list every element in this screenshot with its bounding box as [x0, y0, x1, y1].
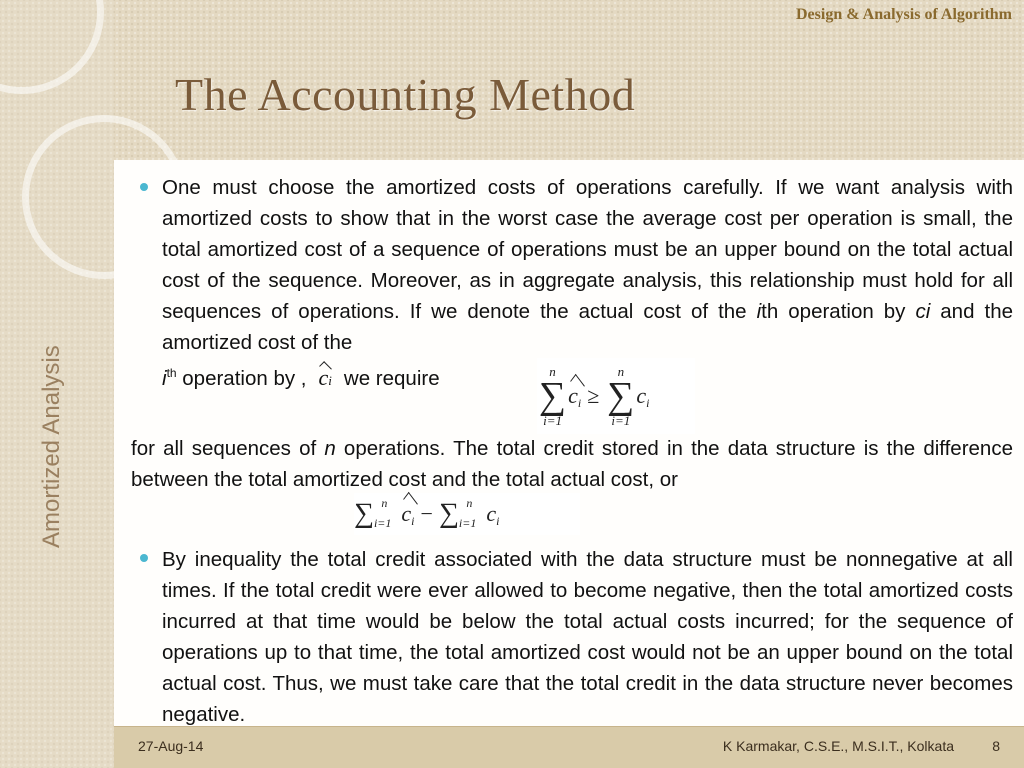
sum-lower-limit: i=1 — [373, 515, 392, 530]
sigma-glyph: ∑ — [539, 375, 567, 417]
actual-cost-term — [636, 383, 649, 409]
sum-symbol — [539, 365, 566, 427]
amortized-cost-index: i — [577, 396, 582, 410]
actual-cost-index: i — [496, 514, 500, 528]
italic-ci: ci — [915, 300, 931, 323]
geq-operator: ≥ — [587, 383, 600, 408]
sum-upper-limit: n — [617, 364, 625, 379]
paragraph-1-mid2: and the amortized cost of the — [162, 300, 1014, 354]
italic-i: i — [756, 300, 762, 323]
course-header: Design & Analysis of Algorithm — [795, 6, 1012, 23]
section-label-vertical: Amortized Analysis — [38, 345, 65, 548]
content-area — [114, 160, 1024, 726]
amortized-cost-letter: c — [568, 383, 578, 408]
sum-symbol — [607, 365, 634, 427]
paragraph-2-start: for all sequences of — [131, 437, 325, 460]
sum-lower-limit: i=1 — [458, 515, 477, 530]
paragraph-3: By inequality the total credit associated with the data structure must be nonnegative at all times. If the total credit were ever allowed to become negative, then the total amortized costs incurred at that time would be below the total actual costs incurred; for the sequence of operations up to that time, the total amortized cost would not be an upper bound on the total actual cost. Thus, we must take care that the total credit in the data structure never becomes negative. — [162, 548, 1013, 726]
amortized-cost-symbol: ci — [312, 362, 338, 396]
actual-cost-term — [486, 501, 499, 527]
sum-lower-limit: i=1 — [543, 413, 562, 428]
actual-cost-letter: c — [486, 501, 497, 526]
page-number: 8 — [992, 738, 1000, 754]
amortized-cost-letter: c — [401, 501, 412, 526]
amortized-cost-term — [568, 383, 581, 409]
bullet-icon — [140, 183, 148, 191]
sum-upper-limit: n — [549, 364, 556, 379]
sigma-glyph: ∑ — [607, 375, 635, 417]
sum-upper-limit: n — [381, 495, 388, 510]
sum-upper-limit: n — [466, 495, 473, 510]
italic-n: n — [324, 437, 336, 460]
amortized-cost-term — [401, 501, 414, 527]
slide-title: The Accounting Method — [175, 69, 636, 120]
superscript-th: th — [166, 366, 177, 380]
footer-author: K Karmakar, C.S.E., M.S.I.T., Kolkata — [722, 738, 954, 754]
bullet-icon — [140, 554, 148, 562]
amortized-cost-index: i — [411, 514, 415, 528]
actual-cost-letter: c — [636, 383, 647, 408]
sigma-glyph: ∑ — [354, 498, 374, 529]
italic-i2: i — [162, 366, 167, 390]
paragraph-1-end: operation by , — [176, 366, 313, 390]
paragraph-1-text: One must choose the amortized costs of operations carefully. If we want analysis with amortized costs to show that in the worst case the average cost per operation is small, the total amortized cost of a sequence of operations must be an upper bound on the total actual cost of the sequence. Moreover, as in aggregate analysis, this relationship must hold for all sequences of operations. If we denote the actual cost of the — [162, 176, 1013, 323]
sigma-glyph: ∑ — [438, 498, 459, 529]
paragraph-1-mid: th operation by — [761, 300, 916, 323]
sum-lower-limit: i=1 — [611, 413, 631, 428]
footer-date: 27-Aug-14 — [138, 738, 204, 754]
minus-operator: − — [420, 501, 433, 526]
actual-cost-index: i — [646, 396, 650, 410]
paragraph-2 — [131, 433, 1013, 495]
paragraph-1-require: we require — [338, 366, 440, 390]
credit-difference-formula — [354, 493, 580, 535]
paragraph-2-rest: operations. The total credit stored in the data structure is the difference between the total amortized cost and the total actual cost, or — [131, 437, 1013, 491]
inequality-formula — [537, 358, 695, 434]
footer-bar — [114, 726, 1024, 768]
